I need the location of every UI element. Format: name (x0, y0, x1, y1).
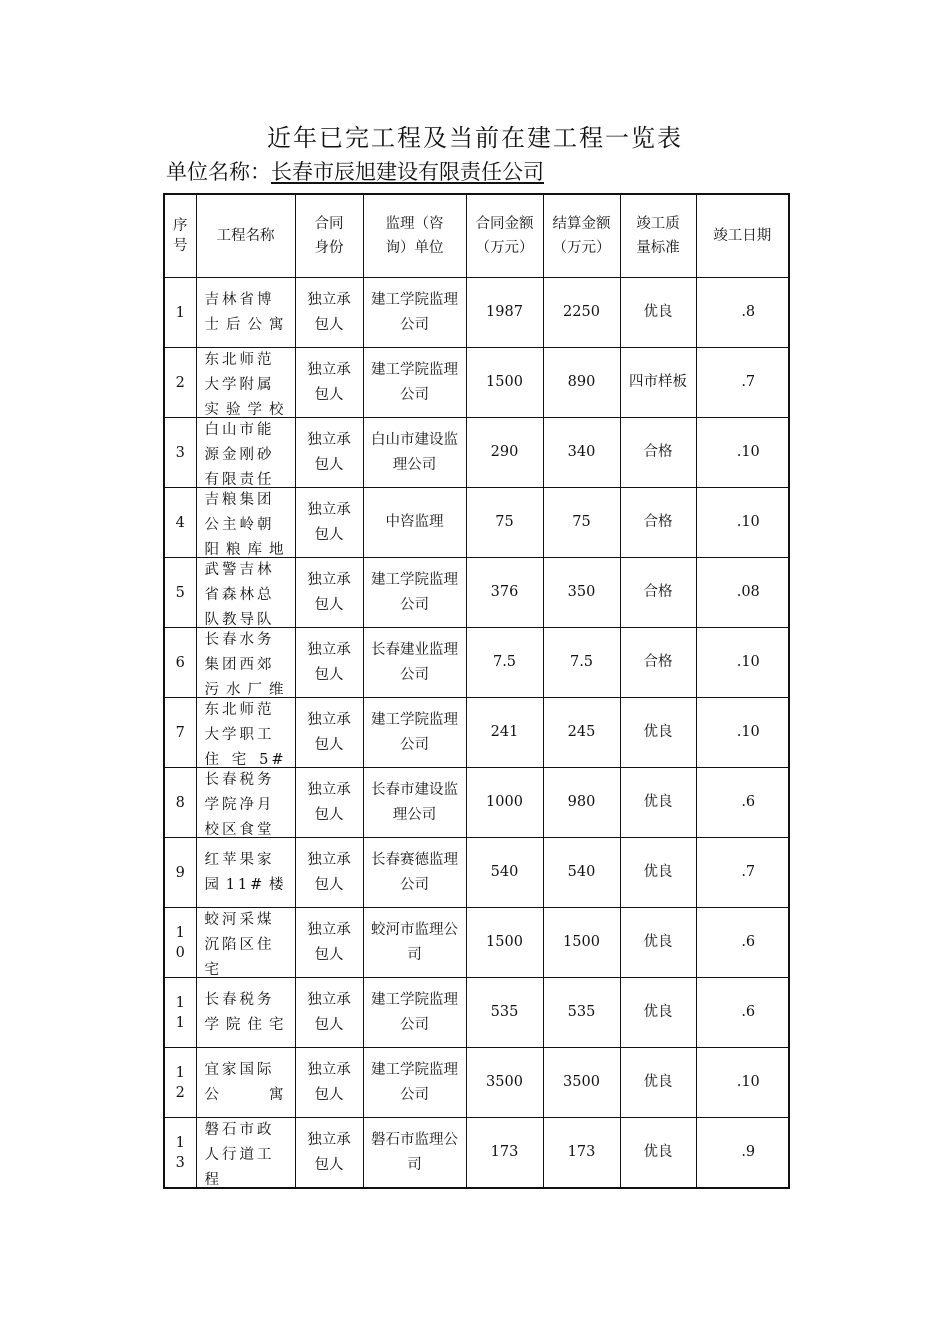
row-completion-date: .7 (696, 838, 789, 908)
row-settlement-amount: 540 (543, 838, 620, 908)
row-supervisor: 建工学院监理公司 (363, 348, 466, 418)
row-quality-standard: 合格 (620, 488, 696, 558)
row-seq: 2 (164, 348, 196, 418)
header-role: 合同身份 (295, 194, 363, 278)
row-settlement-amount: 340 (543, 418, 620, 488)
project-name-text: 长春水务集团西郊污水厂维 (204, 632, 287, 697)
row-completion-date: .8 (696, 278, 789, 348)
row-project-name (196, 488, 295, 558)
row-settlement-amount: 173 (543, 1118, 620, 1189)
row-contract-role: 独立承包人 (295, 838, 363, 908)
project-name-text: 蛟河采煤沉陷区住宅 (204, 912, 275, 977)
row-project-name (196, 978, 295, 1048)
table-row (164, 978, 789, 1048)
row-supervisor: 白山市建设监理公司 (363, 418, 466, 488)
project-name-text: 宜家国际公寓 (204, 1061, 287, 1103)
row-supervisor: 建工学院监理公司 (363, 1048, 466, 1118)
row-supervisor: 长春市建设监理公司 (363, 768, 466, 838)
row-contract-role: 独立承包人 (295, 768, 363, 838)
header-seq: 序号 (164, 194, 196, 278)
row-contract-amount: 290 (466, 418, 543, 488)
row-supervisor: 建工学院监理公司 (363, 978, 466, 1048)
row-contract-role: 独立承包人 (295, 488, 363, 558)
table-row (164, 278, 789, 348)
row-settlement-amount: 7.5 (543, 628, 620, 698)
row-project-name (196, 838, 295, 908)
row-contract-amount: 173 (466, 1118, 543, 1189)
table-row (164, 558, 789, 628)
row-seq: 9 (164, 838, 196, 908)
row-quality-standard: 合格 (620, 628, 696, 698)
table-row (164, 1048, 789, 1118)
row-supervisor: 长春赛德监理公司 (363, 838, 466, 908)
row-settlement-amount: 1500 (543, 908, 620, 978)
unit-name: 长春市辰旭建设有限责任公司 (271, 160, 544, 184)
row-quality-standard: 合格 (620, 418, 696, 488)
row-completion-date: .6 (696, 978, 789, 1048)
row-settlement-amount: 350 (543, 558, 620, 628)
row-seq: 13 (164, 1118, 196, 1189)
row-completion-date: .7 (696, 348, 789, 418)
row-completion-date: .10 (696, 1048, 789, 1118)
row-contract-amount: 75 (466, 488, 543, 558)
row-contract-amount: 1987 (466, 278, 543, 348)
row-completion-date: .6 (696, 768, 789, 838)
row-contract-role: 独立承包人 (295, 278, 363, 348)
row-completion-date: .9 (696, 1118, 789, 1189)
row-contract-role: 独立承包人 (295, 908, 363, 978)
row-quality-standard: 优良 (620, 908, 696, 978)
table-row (164, 488, 789, 558)
table-header-row (164, 194, 789, 278)
project-name-text: 长春税务学院净月校区食堂 (204, 772, 275, 837)
row-contract-role: 独立承包人 (295, 418, 363, 488)
row-contract-amount: 241 (466, 698, 543, 768)
row-contract-amount: 7.5 (466, 628, 543, 698)
project-name-text: 东北师范大学附属实验学校 (204, 352, 287, 417)
row-contract-role: 独立承包人 (295, 348, 363, 418)
row-project-name (196, 418, 295, 488)
row-seq: 5 (164, 558, 196, 628)
row-completion-date: .10 (696, 418, 789, 488)
project-name-text: 武警吉林省森林总队教导队 (204, 562, 275, 627)
unit-line (166, 156, 544, 186)
row-contract-amount: 3500 (466, 1048, 543, 1118)
row-contract-role: 独立承包人 (295, 1048, 363, 1118)
row-settlement-amount: 75 (543, 488, 620, 558)
row-supervisor: 中咨监理 (363, 488, 466, 558)
project-name-text: 磐石市政人行道工程 (204, 1122, 275, 1187)
row-settlement-amount: 980 (543, 768, 620, 838)
row-completion-date: .10 (696, 698, 789, 768)
row-contract-role: 独立承包人 (295, 978, 363, 1048)
row-supervisor: 建工学院监理公司 (363, 278, 466, 348)
row-contract-role: 独立承包人 (295, 698, 363, 768)
project-name-text: 吉粮集团公主岭朝阳粮库地 (204, 492, 287, 557)
header-completion-date: 竣工日期 (696, 194, 789, 278)
table-row (164, 768, 789, 838)
table-body (164, 278, 789, 1189)
row-seq: 11 (164, 978, 196, 1048)
row-contract-amount: 1500 (466, 908, 543, 978)
row-seq: 3 (164, 418, 196, 488)
row-quality-standard: 优良 (620, 1118, 696, 1189)
row-supervisor: 长春建业监理公司 (363, 628, 466, 698)
header-supervisor: 监理（咨询）单位 (363, 194, 466, 278)
row-quality-standard: 优良 (620, 698, 696, 768)
row-contract-amount: 535 (466, 978, 543, 1048)
header-contract-amount: 合同金额（万元） (466, 194, 543, 278)
row-quality-standard: 优良 (620, 768, 696, 838)
row-completion-date: .10 (696, 628, 789, 698)
row-completion-date: .08 (696, 558, 789, 628)
row-seq: 7 (164, 698, 196, 768)
row-contract-role: 独立承包人 (295, 628, 363, 698)
table-row (164, 698, 789, 768)
row-completion-date: .10 (696, 488, 789, 558)
row-contract-amount: 540 (466, 838, 543, 908)
row-completion-date: .6 (696, 908, 789, 978)
table-row (164, 348, 789, 418)
page-title: 近年已完工程及当前在建工程一览表 (267, 124, 683, 152)
row-supervisor: 蛟河市监理公司 (363, 908, 466, 978)
row-project-name (196, 628, 295, 698)
header-settlement-amount: 结算金额（万元） (543, 194, 620, 278)
row-project-name (196, 768, 295, 838)
row-settlement-amount: 890 (543, 348, 620, 418)
row-contract-role: 独立承包人 (295, 1118, 363, 1189)
row-seq: 10 (164, 908, 196, 978)
row-project-name (196, 558, 295, 628)
row-quality-standard: 优良 (620, 1048, 696, 1118)
row-contract-role: 独立承包人 (295, 558, 363, 628)
row-project-name (196, 698, 295, 768)
row-seq: 1 (164, 278, 196, 348)
row-quality-standard: 优良 (620, 978, 696, 1048)
row-project-name (196, 348, 295, 418)
header-quality: 竣工质量标准 (620, 194, 696, 278)
row-settlement-amount: 3500 (543, 1048, 620, 1118)
row-quality-standard: 优良 (620, 838, 696, 908)
project-name-text: 红苹果家园11#楼 (204, 851, 287, 893)
header-name: 工程名称 (196, 194, 295, 278)
table-row (164, 1118, 789, 1189)
table-row (164, 628, 789, 698)
project-name-text: 东北师范大学职工住宅5# (204, 702, 287, 767)
row-supervisor: 磐石市监理公司 (363, 1118, 466, 1189)
projects-table (163, 193, 790, 1189)
row-project-name (196, 1118, 295, 1189)
row-contract-amount: 1500 (466, 348, 543, 418)
row-quality-standard: 优良 (620, 278, 696, 348)
row-project-name (196, 908, 295, 978)
row-project-name (196, 1048, 295, 1118)
row-seq: 4 (164, 488, 196, 558)
row-seq: 8 (164, 768, 196, 838)
row-settlement-amount: 535 (543, 978, 620, 1048)
row-settlement-amount: 2250 (543, 278, 620, 348)
row-seq: 12 (164, 1048, 196, 1118)
unit-label: 单位名称： (166, 160, 271, 184)
table-row (164, 418, 789, 488)
row-supervisor: 建工学院监理公司 (363, 558, 466, 628)
row-settlement-amount: 245 (543, 698, 620, 768)
row-seq: 6 (164, 628, 196, 698)
row-contract-amount: 1000 (466, 768, 543, 838)
table-row (164, 908, 789, 978)
project-name-text: 长春税务学院住宅 (204, 991, 287, 1033)
table-row (164, 838, 789, 908)
row-project-name (196, 278, 295, 348)
row-quality-standard: 合格 (620, 558, 696, 628)
project-name-text: 白山市能源金刚砂有限责任 (204, 422, 275, 487)
row-quality-standard: 四市样板 (620, 348, 696, 418)
row-contract-amount: 376 (466, 558, 543, 628)
project-name-text: 吉林省博士后公寓 (204, 291, 287, 333)
row-supervisor: 建工学院监理公司 (363, 698, 466, 768)
